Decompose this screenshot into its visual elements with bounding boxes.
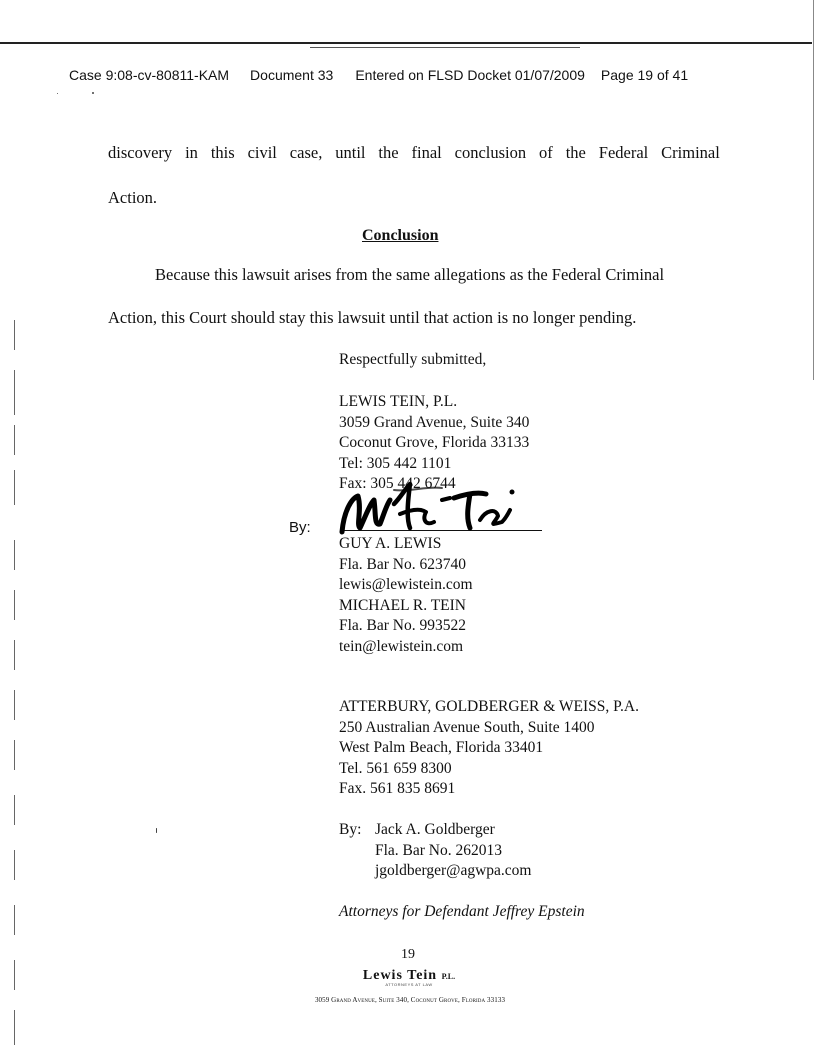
firm-2-block: [339, 697, 639, 800]
firm-fax: Fax. 561 835 8691: [339, 780, 456, 797]
word: discovery: [108, 143, 173, 162]
page-number: 19: [401, 947, 415, 962]
scan-speck: [57, 93, 58, 94]
firm-phone: Tel: 305 442 1101: [339, 454, 452, 472]
by-label: By:: [289, 519, 311, 536]
attorney-email: lewis@lewistein.com: [339, 576, 473, 593]
paragraph-1-line-1: [108, 143, 720, 163]
page-indicator: Page 19 of 41: [600, 67, 689, 83]
logo-tagline: ATTORNEYS AT LAW: [385, 982, 433, 987]
word: civil: [247, 143, 277, 162]
scan-top-rule: [0, 42, 812, 44]
attorney-bar-number: Fla. Bar No. 623740: [339, 555, 467, 573]
word: until: [335, 143, 366, 162]
word: this: [210, 143, 235, 162]
firm-phone: Tel. 561 659 8300: [339, 759, 452, 777]
firm-2-attorney: [339, 820, 531, 882]
logo-text: Lewis Tein: [362, 968, 438, 983]
firm-address-line-1: 250 Australian Avenue South, Suite 1400: [339, 718, 595, 736]
document-number: Document 33: [250, 67, 334, 83]
attorney-email: jgoldberger@agwpa.com: [375, 862, 532, 879]
attorney-email: tein@lewistein.com: [339, 637, 464, 655]
paragraph-1-line-2: Action.: [108, 188, 158, 207]
by-label: By:: [339, 821, 362, 838]
docket-entry: Entered on FLSD Docket 01/07/2009: [355, 67, 585, 83]
attorney-name: Jack A. Goldberger: [375, 821, 495, 838]
scan-top-rule-secondary: [310, 47, 580, 48]
attorney-bar-number: Fla. Bar No. 262013: [375, 841, 503, 859]
paragraph-2-line-1: Because this lawsuit arises from the same allegations as the Federal Criminal: [155, 265, 665, 284]
footer-address: 3059 Grand Avenue, Suite 340, Coconut Grove, Florida 33133: [314, 996, 506, 1004]
attorney-name: MICHAEL R. TEIN: [339, 596, 467, 614]
logo-suffix: P.L.: [441, 972, 456, 981]
word: conclusion: [454, 143, 527, 162]
word: of: [539, 143, 553, 162]
firm-name: ATTERBURY, GOLDBERGER & WEISS, P.A.: [339, 698, 639, 715]
word: the: [378, 143, 399, 162]
docket-header: [69, 67, 759, 83]
word: the: [565, 143, 586, 162]
closing: [339, 350, 486, 371]
paragraph-2-line-2: Action, this Court should stay this lawsuit until that action is no longer pending.: [108, 308, 637, 327]
attorney-name: GUY A. LEWIS: [339, 535, 442, 552]
word: Federal: [598, 143, 649, 162]
case-number: Case 9:08-cv-80811-KAM: [69, 67, 230, 83]
firm-logo: [354, 968, 464, 987]
section-heading: Conclusion: [362, 227, 439, 244]
word: final: [411, 143, 442, 162]
firm-name: LEWIS TEIN, P.L.: [339, 393, 458, 410]
word: in: [185, 143, 198, 162]
firm-address-line-2: West Palm Beach, Florida 33401: [339, 739, 544, 756]
scan-speck: [92, 92, 94, 94]
firm-address-line-1: 3059 Grand Avenue, Suite 340: [339, 413, 530, 431]
closing-text: Respectfully submitted,: [339, 351, 487, 368]
firm-fax: Fax: 305 442 6744: [339, 475, 456, 492]
scan-speck: [156, 828, 157, 833]
firm-address-line-2: Coconut Grove, Florida 33133: [339, 434, 530, 451]
firm-1-attorneys: [339, 534, 473, 657]
word: Criminal: [661, 143, 720, 162]
attorneys-for: Attorneys for Defendant Jeffrey Epstein: [339, 903, 585, 920]
scan-right-edge: [813, 0, 814, 380]
word: case,: [289, 143, 323, 162]
attorney-bar-number: Fla. Bar No. 993522: [339, 617, 467, 634]
